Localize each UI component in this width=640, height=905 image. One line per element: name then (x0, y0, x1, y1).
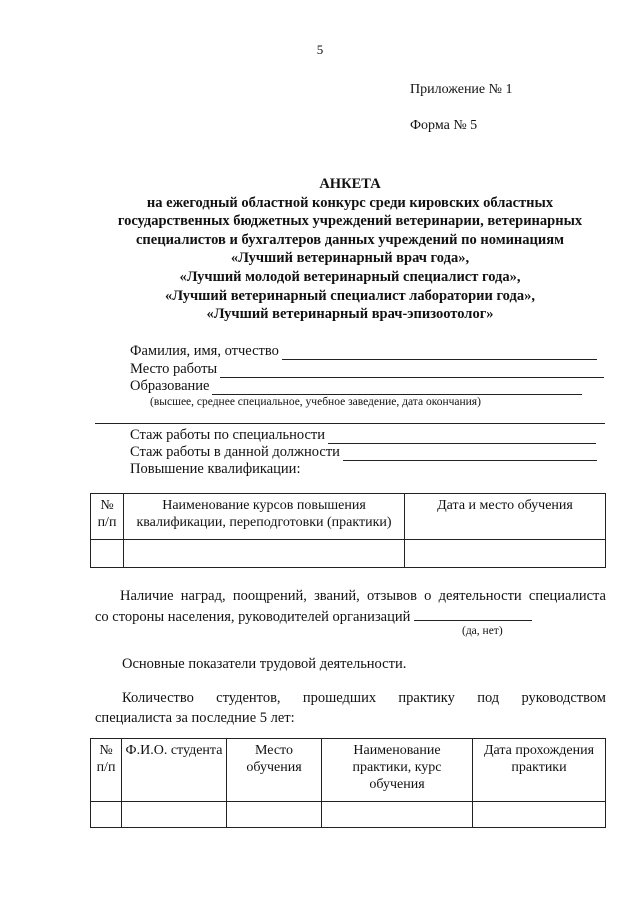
specialty-experience-field (130, 427, 596, 444)
position-experience-field (130, 444, 597, 461)
table-cell[interactable] (405, 540, 606, 568)
specialty-experience-input-line[interactable] (328, 429, 596, 444)
education-input-line[interactable] (212, 380, 582, 395)
title-line: специалистов и бухгалтеров данных учреждений по номинациям (136, 231, 564, 248)
qualification-field (130, 461, 300, 478)
name-input-line[interactable] (282, 345, 597, 360)
awards-line-2-text: со стороны населения, руководителей организаций (95, 609, 411, 625)
title-line: «Лучший ветеринарный врач года», (230, 250, 470, 267)
table-cell[interactable] (91, 540, 124, 568)
workplace-field (130, 361, 604, 378)
students-line-1: Количество студентов, прошедших практику под руководством (122, 690, 606, 706)
specialty-experience-label: Стаж работы по специальности (130, 427, 325, 443)
education-field (130, 378, 582, 395)
students-table (90, 738, 606, 828)
workplace-input-line[interactable] (220, 363, 604, 378)
table-cell[interactable] (122, 802, 227, 828)
table-cell[interactable] (227, 802, 322, 828)
table-cell[interactable] (91, 802, 122, 828)
awards-answer-line[interactable] (414, 606, 532, 621)
qualification-table (90, 493, 606, 568)
form-label: Форма № 5 (410, 118, 478, 133)
col-date-place-header: Дата и место обучения (405, 494, 606, 540)
name-field (130, 343, 597, 360)
education-continuation-line[interactable] (95, 423, 605, 424)
qualification-label: Повышение квалификации: (130, 461, 301, 477)
title-heading: АНКЕТА (319, 176, 381, 192)
title-line: на ежегодный областной конкурс среди кировских областных (146, 194, 554, 211)
students-line-2: специалиста за последние 5 лет: (95, 710, 295, 726)
col-student-name-header: Ф.И.О. студента (122, 739, 227, 802)
title-line: «Лучший молодой ветеринарный специалист года», (179, 268, 521, 285)
title-line: государственных бюджетных учреждений ветеринарии, ветеринарных (117, 213, 583, 230)
col-number-header: № п/п (91, 494, 124, 540)
title-line: «Лучший ветеринарный специалист лаборатории года», (165, 287, 535, 304)
name-label: Фамилия, имя, отчество (130, 343, 279, 359)
table-cell[interactable] (322, 802, 473, 828)
table-cell[interactable] (124, 540, 405, 568)
education-label: Образование (130, 378, 210, 394)
page-number: 5 (316, 42, 324, 57)
appendix-label: Приложение № 1 (410, 82, 513, 97)
education-hint: (высшее, среднее специальное, учебное заведение, дата окончания) (150, 396, 481, 408)
col-practice-date-header: Дата прохождения практики (473, 739, 606, 802)
position-experience-label: Стаж работы в данной должности (130, 444, 340, 460)
col-number-header: № п/п (91, 739, 122, 802)
title-line: «Лучший ветеринарный врач-эпизоотолог» (206, 306, 494, 323)
awards-line-1: Наличие наград, поощрений, званий, отзывов о деятельности специалиста (120, 588, 606, 604)
awards-hint: (да, нет) (462, 625, 503, 637)
document-title (60, 175, 640, 324)
col-study-place-header: Место обучения (227, 739, 322, 802)
table-cell[interactable] (473, 802, 606, 828)
workplace-label: Место работы (130, 361, 218, 377)
col-course-header: Наименование курсов повышения квалификации, переподготовки (практики) (124, 494, 405, 540)
position-experience-input-line[interactable] (343, 446, 597, 461)
col-practice-name-header: Наименование практики, курс обучения (322, 739, 473, 802)
awards-line-2 (95, 606, 532, 627)
indicators-heading: Основные показатели трудовой деятельности. (122, 656, 407, 672)
